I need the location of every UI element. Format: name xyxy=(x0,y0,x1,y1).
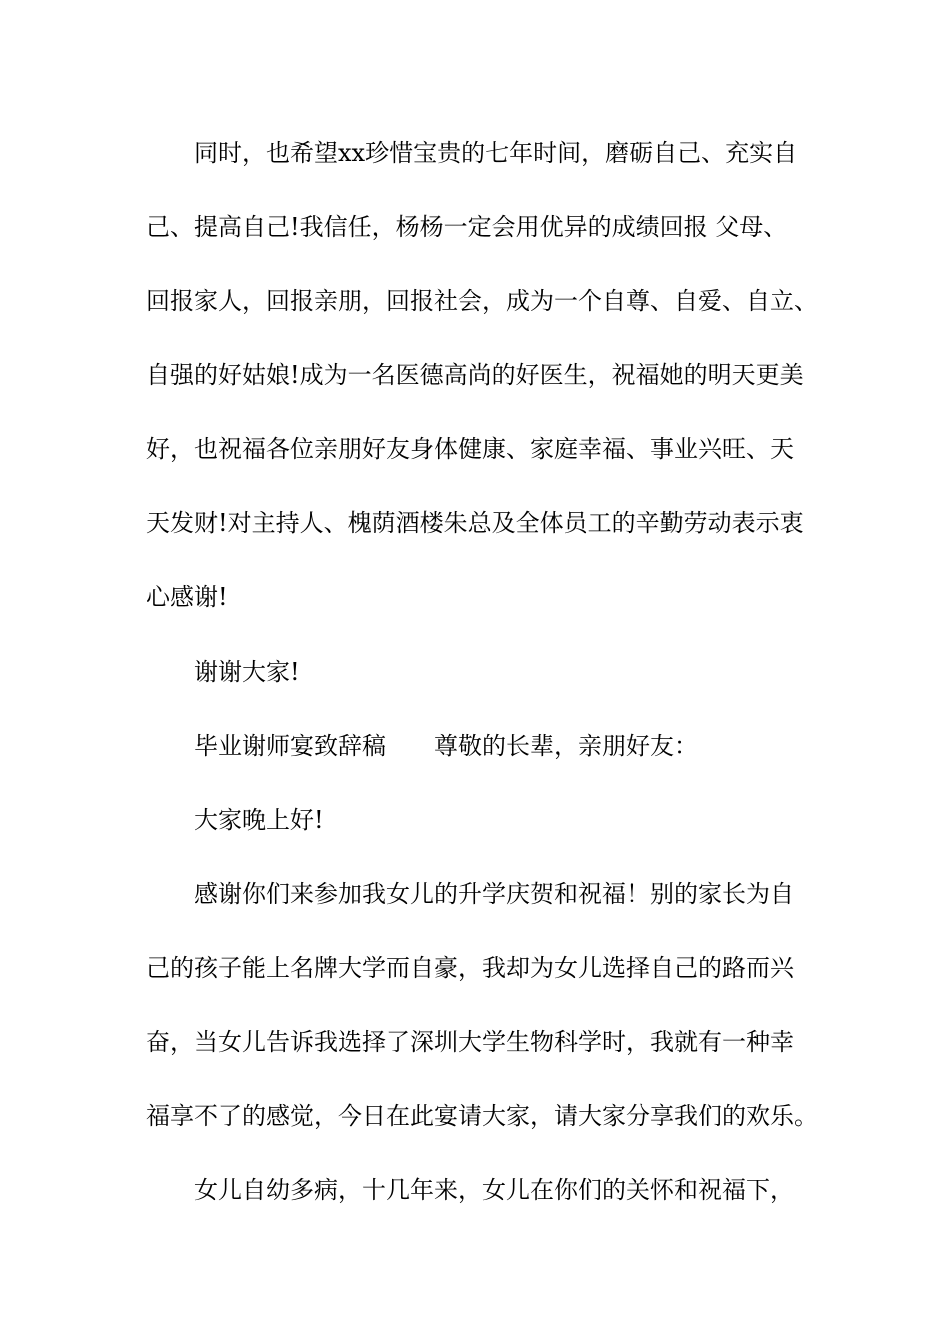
paragraph-line: 福享不了的感觉，今日在此宴请大家，请大家分享我们的欢乐。 xyxy=(146,1102,818,1130)
paragraph-line: 己的孩子能上名牌大学而自豪，我却为女儿选择自己的路而兴 xyxy=(146,954,794,982)
speech-title: 毕业谢师宴致辞稿 xyxy=(194,732,386,760)
greeting-line: 大家晚上好! xyxy=(194,806,324,834)
paragraph-line: 奋，当女儿告诉我选择了深圳大学生物科学时，我就有一种幸 xyxy=(146,1028,794,1056)
paragraph-line: 感谢你们来参加我女儿的升学庆贺和祝福！别的家长为自 xyxy=(194,880,794,908)
paragraph-line: 己、提高自己!我信任，杨杨一定会用优异的成绩回报 父母、 xyxy=(146,213,788,241)
paragraph-line: 心感谢! xyxy=(146,583,228,611)
speech-heading-line xyxy=(194,731,894,761)
paragraph-line: 好，也祝福各位亲朋好友身体健康、家庭幸福、事业兴旺、天 xyxy=(146,435,794,463)
paragraph-line: 同时，也希望xx珍惜宝贵的七年时间，磨砺自己、充实自 xyxy=(194,139,798,167)
salutation: 尊敬的长辈，亲朋好友： xyxy=(434,732,698,760)
paragraph-line: 回报家人，回报亲朋，回报社会，成为一个自尊、自爱、自立、 xyxy=(146,287,818,315)
paragraph-line: 天发财!对主持人、槐荫酒楼朱总及全体员工的辛勤劳动表示衷 xyxy=(146,509,804,537)
paragraph-line: 自强的好姑娘!成为一名医德高尚的好医生，祝福她的明天更美 xyxy=(146,361,804,389)
thanks-line: 谢谢大家! xyxy=(194,658,300,686)
paragraph-line: 女儿自幼多病，十几年来，女儿在你们的关怀和祝福下， xyxy=(194,1176,794,1204)
